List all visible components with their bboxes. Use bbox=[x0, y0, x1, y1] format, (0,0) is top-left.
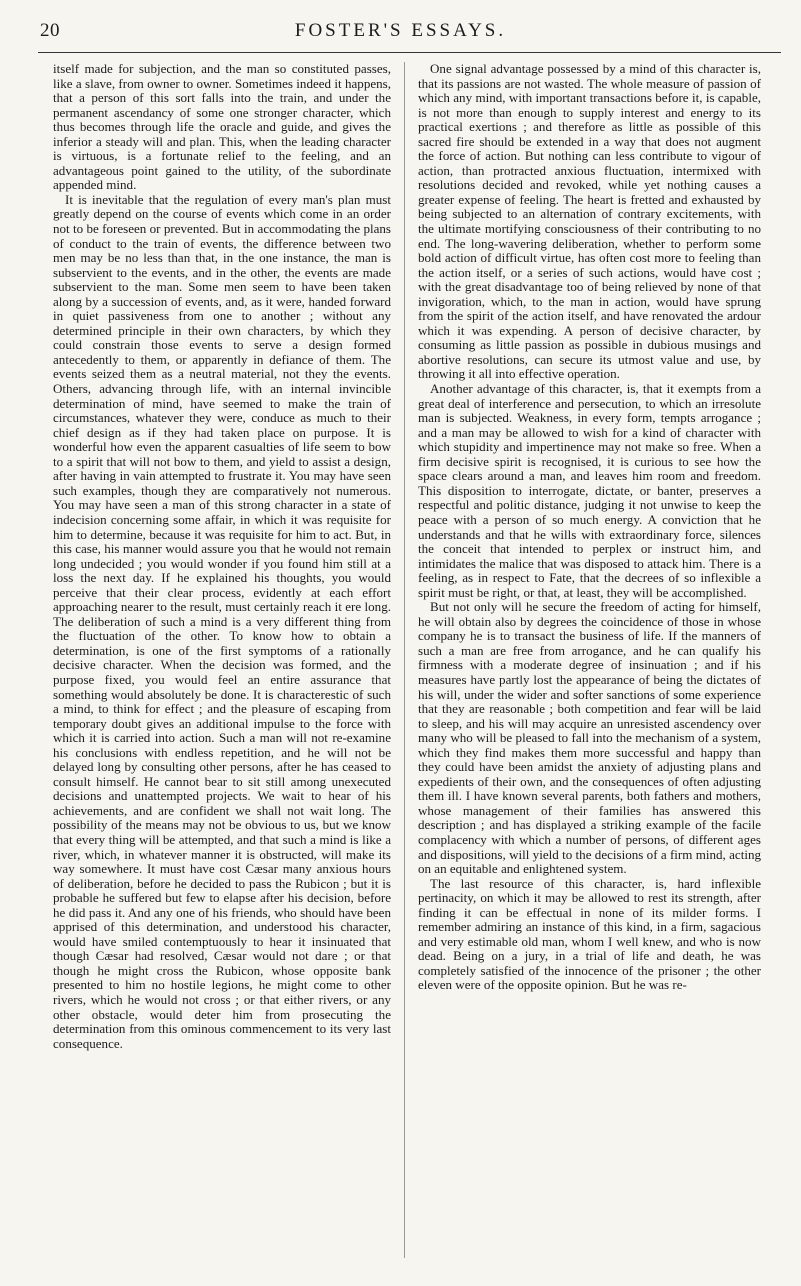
paragraph: Another advantage of this character, is, that it exempts from a great deal of interference and persecution, to which an irresolute man is subjected. Weakness, in every form, tempts arrogance ; and a man may be allowed to wish for a kind of character with which stupidity and impertinence may not make so free. When a firm decisive spirit is recognised, it is curious to see how the space clears around a man, and leaves him room and freedom. This disposition to interrogate, dictate, or banter, preserves a respectful and politic distance, judging it not unwise to keep the peace with a person of so much energy. A conviction that he understands and that he wills with extraordinary force, silences the conceit that intended to perplex or instruct him, and intimidates the malice that was disposed to attack him. There is a feeling, as in respect to Fate, that the decrees of so inflexible a spirit must be right, or that, at least, they will be accomplished. bbox=[418, 381, 761, 600]
paragraph: But not only will he secure the freedom of acting for himself, he will obtain also by degrees the coincidence of those in whose company he is to transact the business of life. If the manners of such a man are free from arrogance, and he can qualify his firmness with a moderate degree of insinuation ; and if his measures have partly lost the appearance of being the dictates of his will, under the wider and softer sanctions of some experience that they are reasonable ; both competition and fear will be laid to sleep, and his will may acquire an unresisted ascendency over many who will be pleased to fall into the mechanism of a system, which they find makes them more successful and happy than they could have been amidst the anxiety of adjusting plans and expedients of their own, and the consequences of often adjusting them ill. I have known several parents, both fathers and mothers, whose management of their families has answered this description ; and has displayed a striking example of the facile complacency with which a number of persons, of different ages and dispositions, will yield to the decisions of a firm mind, acting on an equitable and enlightened system. bbox=[418, 599, 761, 877]
page-number: 20 bbox=[40, 20, 60, 41]
paragraph: itself made for subjection, and the man so constituted passes, like a slave, from owner to owner. Sometimes indeed it happens, that a person of this sort falls into the train, and under the permanent ascendancy of some one stronger character, which thus becomes through life the oracle and guide, and gives the inferior a steady will and plan. This, when the leading character is virtuous, is a fortunate relief to the feeling, and an advantageous point gained to the utility, of the subordinate appended mind. bbox=[53, 61, 391, 193]
header-rule bbox=[38, 52, 781, 53]
running-head: FOSTER'S ESSAYS. bbox=[294, 20, 507, 41]
left-column bbox=[53, 62, 391, 1051]
paragraph: It is inevitable that the regulation of every man's plan must greatly depend on the course of events which come in an order not to be foreseen or prevented. But in accommodating the plans of conduct to the train of events, the difference between two men may be no less than that, in the one instance, the man is subservient to the events, and in the other, the events are made subservient to the man. Some men seem to have been taken along by a succession of events, and, as it were, handed forward in quiet passiveness from one to another ; without any determined principle in their own characters, by which they could constrain those events to serve a design formed antecedently to them, or apparently in defiance of them. The events seized them as a neutral material, not they the events. Others, advancing through life, with an internal invincible determination of mind, have seemed to make the train of circumstances, whatever they were, conduce as much to their chief design as if they had taken place on purpose. It is wonderful how even the apparent casualties of life seem to bow to a spirit that will not bow to them, and yield to assist a design, after having in vain attempted to frustrate it. You may have seen such examples, though they are comparatively not numerous. You may have seen a man of this strong character in a state of indecision concerning some affair, in which it was requisite for him to determine, because it was requisite for him to act. But, in this case, his manner would assure you that he would not remain long undecided ; you would wonder if you found him still at a loss the next day. If he explained his thoughts, you would perceive that their clear process, evidently at each effort approaching nearer to the result, must certainly reach it ere long. The deliberation of such a mind is a very different thing from the fluctuation of the other. To know how to obtain a determination, is one of the first symptoms of a rationally decisive character. When the decision was formed, and the purpose fixed, you would feel an entire assurance that something would absolutely be done. It is characterestic of such a mind, to think for effect ; and the pleasure of escaping from temporary doubt gives an additional impulse to the force with which it is carried into action. Such a man will not re-examine his conclusions with endless repetition, and he will not be delayed long by consulting other persons, after he has ceased to consult himself. He cannot bear to sit still among unexecuted decisions and unattempted projects. We wait to hear of his achievements, and are confident we shall not wait long. The possibility of the means may not be obvious to us, but we know that every thing will be attempted, and that such a mind is like a river, which, in whatever manner it is obstructed, will make its way somewhere. It must have cost Cæsar many anxious hours of deliberation, before he decided to pass the Rubicon ; but it is probable he suffered but few to elapse after his decision, before he did pass it. And any one of his friends, who should have been apprised of this determination, and understood his character, would have smiled contemptuously to hear it insinuated that though Cæsar had resolved, Cæsar would not dare ; or that though he might cross the Rubicon, whose opposite bank presented to him no hostile legions, he might come to other rivers, which he would not cross ; or that either rivers, or any other obstacle, would deter him from prosecuting the determination from this ominous commencement to its very last consequence. bbox=[53, 191, 391, 1051]
paragraph: The last resource of this character, is, hard inflexible pertinacity, on which it may be allowed to rest its strength, after finding it can be effectual in none of its milder forms. I remember admiring an instance of this kind, in a firm, sagacious and very estimable old man, whom I well knew, and who is now dead. Being on a jury, in a trial of life and death, he was completely satisfied of the innocence of the prisoner ; the other eleven were of the opposite opinion. But he was re- bbox=[418, 875, 761, 993]
column-divider bbox=[404, 62, 405, 1258]
right-column bbox=[418, 62, 761, 993]
paragraph: One signal advantage possessed by a mind of this character is, that its passions are not wasted. The whole measure of passion of which any mind, with important transactions before it, is capable, is not more than enough to supply interest and energy to its practical exertions ; and therefore as little as possible of this sacred fire should be extended in a way that does not augment the force of action. But nothing can less contribute to vigour of action, than protracted anxious fluctuation, intermixed with resolutions decided and revoked, while yet nothing causes a greater expense of feeling. The heart is fretted and exhausted by being subjected to an alternation of contrary excitements, with the ultimate mortifying consciousness of their contributing to no end. The long-wavering deliberation, whether to perform some bold action of difficult virtue, has often cost more to feeling than the action itself, or a series of such actions, would have cost ; with the great disadvantage too of being relieved by none of that invigoration, which, to the man in action, would have sprung from the spirit of the action itself, and have renovated the ardour which it was expending. A person of decisive character, by consuming as little passion as possible in dubious musings and abortive resolutions, can secure its utmost value and use, by throwing it all into effective operation. bbox=[418, 61, 761, 382]
